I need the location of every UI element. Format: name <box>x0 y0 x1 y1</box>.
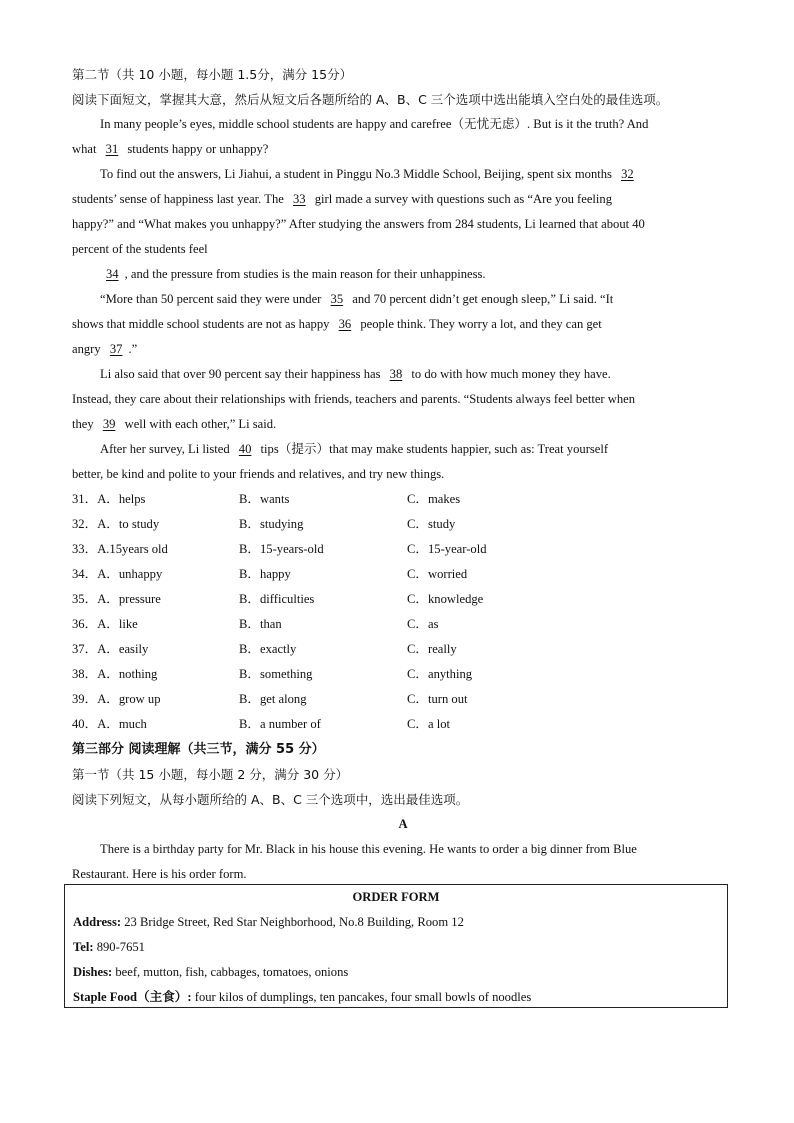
option-row <box>72 612 734 637</box>
text: people think. They worry a lot, and they can get <box>360 317 602 331</box>
option-row <box>72 662 734 687</box>
blank-34: 34 <box>106 267 119 281</box>
option-a: 32．A．to study <box>72 517 160 531</box>
option-row <box>72 487 734 512</box>
option-c: C．knowledge <box>407 592 484 606</box>
option-b: B．studying <box>239 517 304 531</box>
option-row <box>72 587 734 612</box>
option-row <box>72 537 734 562</box>
passage-line: percent of the students feel <box>72 242 208 256</box>
option-a: 36．A．like <box>72 617 138 631</box>
order-staple-food <box>73 985 719 1010</box>
text: and 70 percent didn’t get enough sleep,” Li said. “It <box>352 292 614 306</box>
text: To find out the answers, Li Jiahui, a student in Pinggu No.3 Middle School, Beijing, spent six months <box>100 167 612 181</box>
blank-38: 38 <box>389 367 403 381</box>
order-form <box>64 884 728 1008</box>
passage-line: Instead, they care about their relationships with friends, teachers and parents. “Students always feel better when <box>72 392 636 406</box>
address-value: 23 Bridge Street, Red Star Neighborhood, No.8 Building, Room 12 <box>124 915 464 929</box>
section2-header: 第二节（共 10 小题，每小题 1.5分，满分 15分） <box>72 67 353 82</box>
option-c: C．anything <box>407 667 473 681</box>
option-b: B．something <box>239 667 313 681</box>
option-c: C．turn out <box>407 692 468 706</box>
part3-title: 第三部分 阅读理解（共三节，满分 55 分） <box>72 742 325 757</box>
option-c: C．as <box>407 617 439 631</box>
blank-36: 36 <box>338 317 352 331</box>
order-dishes <box>73 960 719 985</box>
text: After her survey, Li listed <box>100 442 230 456</box>
option-b: B．wants <box>239 492 290 506</box>
passage-line: happy?” and “What makes you unhappy?” After studying the answers from 284 students, Li learned that about 40 <box>72 217 645 231</box>
passage-line <box>72 112 734 137</box>
option-b: B．get along <box>239 692 307 706</box>
staple-label: Staple Food（主食）: <box>73 990 192 1004</box>
option-b: B．a number of <box>239 717 321 731</box>
option-row <box>72 712 734 737</box>
option-b: B．exactly <box>239 642 297 656</box>
text: .” <box>128 342 138 356</box>
blank-37: 37 <box>109 342 123 356</box>
text: to do with how much money they have. <box>411 367 611 381</box>
option-a: 38．A．nothing <box>72 667 158 681</box>
option-a: 34．A．unhappy <box>72 567 163 581</box>
option-a: 39．A．grow up <box>72 692 161 706</box>
option-row <box>72 637 734 662</box>
passage-line: Restaurant. Here is his order form. <box>72 867 247 881</box>
option-a: 37．A．easily <box>72 642 149 656</box>
text: students’ sense of happiness last year. The <box>72 192 284 206</box>
text: well with each other,” Li said. <box>124 417 277 431</box>
part3-section1-header: 第一节（共 15 小题，每小题 2 分，满分 30 分） <box>72 767 349 782</box>
order-address <box>73 910 719 935</box>
passage-line: better, be kind and polite to your friends and relatives, and try new things. <box>72 467 445 481</box>
passage-line <box>72 412 734 437</box>
passage-line: There is a birthday party for Mr. Black in his house this evening. He wants to order a big dinner from Blue <box>100 842 637 856</box>
blank-32: 32 <box>621 167 634 181</box>
passage-line <box>72 137 734 162</box>
option-c: C．15-year-old <box>407 542 487 556</box>
blank-39: 39 <box>102 417 116 431</box>
order-form-title: ORDER FORM <box>352 890 440 904</box>
section2-instruction: 阅读下面短文，掌握其大意，然后从短文后各题所给的 A、B、C 三个选项中选出能填入空白处的最佳选项。 <box>72 92 669 107</box>
part3-instruction: 阅读下列短文，从每小题所给的 A、B、C 三个选项中，选出最佳选项。 <box>72 792 469 807</box>
dishes-label: Dishes: <box>73 965 113 979</box>
text: girl made a survey with questions such as “Are you feeling <box>314 192 613 206</box>
text: Li also said that over 90 percent say their happiness has <box>100 367 381 381</box>
dishes-value: beef, mutton, fish, cabbages, tomatoes, onions <box>115 965 349 979</box>
options-list <box>72 487 734 737</box>
option-a: 33．A.15years old <box>72 542 168 556</box>
option-a: 35．A．pressure <box>72 592 161 606</box>
address-label: Address: <box>73 915 122 929</box>
option-c: C．worried <box>407 567 468 581</box>
text: what <box>72 142 97 156</box>
passage-label: A <box>398 817 408 831</box>
text: , and the pressure from studies is the main reason for their unhappiness. <box>124 267 486 281</box>
blank-40: 40 <box>238 442 252 456</box>
passage-line <box>72 262 734 287</box>
text: angry <box>72 342 101 356</box>
option-a: 31．A．helps <box>72 492 146 506</box>
passage-line <box>72 187 734 212</box>
passage-line <box>72 162 734 187</box>
option-b: B．difficulties <box>239 592 315 606</box>
option-row <box>72 687 734 712</box>
document-page <box>72 62 734 887</box>
option-row <box>72 562 734 587</box>
blank-35: 35 <box>330 292 344 306</box>
text: “More than 50 percent said they were under <box>100 292 322 306</box>
order-tel <box>73 935 719 960</box>
option-b: B．happy <box>239 567 291 581</box>
passage-line <box>72 312 734 337</box>
option-b: B．15-years-old <box>239 542 324 556</box>
option-c: C．really <box>407 642 457 656</box>
text: they <box>72 417 94 431</box>
staple-value: four kilos of dumplings, ten pancakes, four small bowls of noodles <box>194 990 532 1004</box>
option-c: C．a lot <box>407 717 451 731</box>
tel-value: 890-7651 <box>96 940 145 954</box>
text: shows that middle school students are not as happy <box>72 317 330 331</box>
blank-31: 31 <box>105 142 119 156</box>
blank-33: 33 <box>293 192 306 206</box>
text: students happy or unhappy? <box>127 142 269 156</box>
option-c: C．makes <box>407 492 461 506</box>
passage-line <box>72 287 734 312</box>
option-row <box>72 512 734 537</box>
passage-line <box>72 437 734 462</box>
text: In many people’s eyes, middle school students are happy and carefree（无忧无虑）. But is it the truth? And <box>100 117 649 131</box>
option-b: B．than <box>239 617 282 631</box>
text: tips（提示）that may make students happier, such as: Treat yourself <box>260 442 609 456</box>
tel-label: Tel: <box>73 940 94 954</box>
option-a: 40．A．much <box>72 717 147 731</box>
option-c: C．study <box>407 517 456 531</box>
passage-line <box>72 362 734 387</box>
passage-line <box>72 337 734 362</box>
